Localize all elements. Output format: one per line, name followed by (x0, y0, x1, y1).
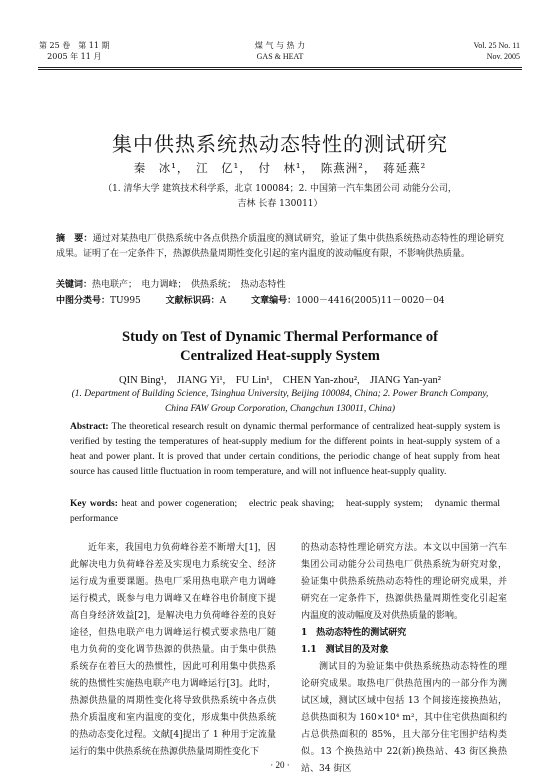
doccode-label: 文献标识码： (165, 296, 220, 306)
doccode-value: A (219, 296, 227, 306)
header-volume-en-text: Vol. 25 No. 11 (473, 41, 520, 50)
keywords-zh-text: 热电联产； 电力调峰； 供热系统； 热动态特性 (92, 280, 286, 290)
body-right-paragraph-2: 测试目的为验证集中供热系统热动态特性的理论研究成果。取热电厂供热范围内的一部分作为测试区域，测试区域中包括 13 个间接连接换热站，总供热面积为 160×10⁴ m²，其中住宅供热面积约占总供热面积的 85%，且大部分住宅围护结构类似。13 个换热站中 22(新)换热站、43 街区换热站、34 街区 (301, 662, 507, 774)
classification-line (56, 294, 504, 309)
body-column-right (301, 540, 507, 778)
title-en-line-1: Study on Test of Dynamic Thermal Performance of (122, 329, 438, 345)
body-right-paragraph-1: 的热动态特性理论研究方法。本文以中国第一汽车集团公司动能分公司热电厂供热系统为研究对象，验证集中供热系统热动态特性的理论研究成果，并研究在一定条件下，热源供热量周期性变化引起室内温度的波动幅度及对供热质量的影响。 (301, 543, 507, 621)
keywords-zh (56, 278, 504, 293)
affiliation-zh-line-1: （1. 清华大学 建筑技术科学系，北京 100084；2. 中国第一汽车集团公司 动能分公司， (103, 184, 457, 194)
body-column-left (70, 540, 276, 761)
section-heading-1-1: 1.1 测试目的及对象 (301, 645, 389, 655)
section-heading-1: 1 热动态特性的测试研究 (301, 628, 407, 638)
title-en-line-2: Centralized Heat-supply System (180, 348, 380, 364)
page-number: · 20 · (270, 760, 290, 770)
keywords-en (70, 497, 500, 527)
header-volume-en (474, 40, 520, 62)
affiliation-en: (1. Department of Building Science, Tsinghua University, Beijing 100084, China; 2. Power Branch Company, China FAW Group Corporation, Changchun 130011, China) (71, 389, 489, 414)
authors-en: QIN Bing¹, JIANG Yi¹, FU Lin¹, CHEN Yan-zhou², JIANG Yan-yan² (119, 375, 441, 386)
doccode-field (166, 296, 227, 306)
body-left-paragraph: 近年来，我国电力负荷峰谷差不断增大[1]，因此解决电力负荷峰谷差及实现电力系统安全、经济运行成为重要课题。热电厂采用热电联产电力调峰运行模式，既参与电力调峰又在峰谷电价制度下提高自身经济效益[2]，是解决电力负荷峰谷差的良好途径，但热电联产电力调峰运行模式要求热电厂随电力负荷的变化调节热源的供热量。由于集中供热系统存在着巨大的热惯性，因此可利用集中供热系统的热惯性实施热电联产电力调峰运行[3]。此时，热源供热量的周期性变化将导致供热系统中各点供热介质温度和室内温度的变化，形成集中供热系统的热动态变化过程。文献[4]提出了 1 种用于定流量运行的集中供热系统在热源供热量周期性变化下 (70, 543, 276, 757)
abstract-zh-label: 摘 要： (56, 234, 93, 244)
article-no-field (251, 296, 445, 306)
running-header (0, 40, 560, 74)
affiliation-zh (0, 182, 560, 212)
authors-zh: 秦 冰¹， 江 亿¹， 付 林¹， 陈燕洲²， 蒋延燕² (133, 161, 427, 175)
keywords-en-text: heat and power cogeneration; electric peak shaving; heat-supply system; dynamic thermal performance (70, 499, 501, 524)
article-no-value: 1000－4416(2005)11－0020－04 (296, 296, 445, 306)
header-rule (38, 67, 522, 68)
abstract-en (70, 420, 500, 480)
abstract-en-text: The theoretical research result on dynamic thermal performance of centralized heat-supply system is verified by testing the temperatures of heat-supply medium for the different points in heat-supply system of a heat and power plant. It is proved that under certain conditions, the periodic change of heat supply from heat source has caused little fluctuation in room temperature, and will not influence heat-supply quality. (70, 422, 501, 477)
clc-label: 中图分类号： (56, 296, 111, 306)
header-date-en: Nov. 2005 (486, 52, 520, 61)
header-date-zh: 2005 年 11 月 (47, 52, 102, 61)
header-volume-zh-text: 第 25 卷 第 11 期 (39, 41, 110, 50)
abstract-zh-text: 通过对某热电厂供热系统中各点供热介质温度的测试研究，验证了集中供热系统热动态特性的理论研究成果。证明了在一定条件下，热源供热量周期性变化引起的室内温度的波动幅度有限，不影响供热质量。 (56, 234, 504, 259)
header-rule-2 (38, 69, 522, 70)
keywords-zh-label: 关键词： (56, 280, 93, 290)
keywords-en-label: Key words: (70, 499, 118, 509)
header-journal-zh: 煤 气 与 热 力 (254, 41, 306, 50)
clc-field (56, 296, 141, 306)
header-journal-en: GAS & HEAT (256, 52, 304, 61)
title-zh: 集中供热系统热动态特性的测试研究 (112, 132, 448, 156)
article-no-label: 文章编号： (251, 296, 297, 306)
affiliation-zh-line-2: 吉林 长春 130011） (237, 199, 323, 209)
title-en (0, 328, 560, 366)
clc-value: TU995 (110, 296, 141, 306)
abstract-zh (56, 232, 504, 262)
abstract-en-label: Abstract: (70, 422, 109, 432)
